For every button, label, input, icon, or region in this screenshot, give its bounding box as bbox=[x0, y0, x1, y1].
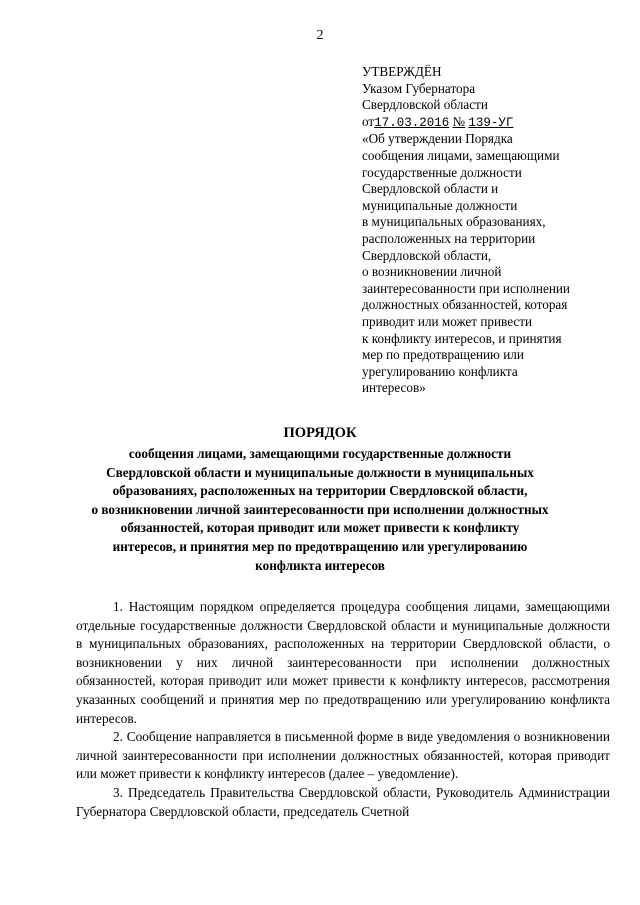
subtitle-line: обязанностей, которая приводит или может привести к конфликту bbox=[120, 520, 520, 536]
paragraph-1: 1. Настоящим порядком определяется процедура сообщения лицами, замещающими отдельные государственные должности Свердловской области и муниципальные должности в муниципальных образованиях, расположенных на территории Свердловской области, о возникновении у них личной заинтересованности при исполнении должностных обязанностей, которая приводит или может привести к конфликту интересов, рассмотрения указанных сообщений и принятия мер по предотвращению или урегулированию конфликта интересов. bbox=[76, 599, 610, 726]
subtitle-line: Свердловской области и муниципальные должности в муниципальных bbox=[106, 464, 534, 480]
decree-title-line: муниципальные должности bbox=[362, 197, 518, 213]
decree-date: 17.03.2016 bbox=[374, 115, 450, 130]
approval-date-line bbox=[362, 114, 622, 132]
approval-line-2: Свердловской области bbox=[362, 97, 488, 113]
decree-title-line: к конфликту интересов, и принятия bbox=[362, 330, 562, 346]
subtitle-line: конфликта интересов bbox=[255, 557, 385, 573]
document-body bbox=[76, 598, 610, 821]
decree-title-line: урегулированию конфликта bbox=[362, 363, 518, 379]
decree-title-line: государственные должности bbox=[362, 164, 522, 180]
subtitle-line: о возникновении личной заинтересованности при исполнении должностных bbox=[91, 501, 549, 517]
approval-line-1: Указом Губернатора bbox=[362, 80, 476, 96]
decree-title-line: интересов» bbox=[362, 380, 426, 396]
approval-heading: УТВЕРЖДЁН bbox=[362, 64, 442, 79]
decree-title-line: в муниципальных образованиях, bbox=[362, 214, 546, 230]
decree-title-line: о возникновении личной bbox=[362, 264, 502, 280]
number-prefix: № bbox=[452, 113, 466, 129]
document-title: ПОРЯДОК bbox=[283, 425, 357, 441]
decree-title-line: Свердловской области и bbox=[362, 181, 499, 197]
approval-block bbox=[362, 64, 622, 397]
decree-title-line: приводит или может привести bbox=[362, 313, 533, 329]
paragraph-3: 3. Председатель Правительства Свердловской области, Руководитель Администрации Губернатора Свердловской области, председатель Счетной bbox=[76, 784, 610, 819]
subtitle-line: сообщения лицами, замещающими государственные должности bbox=[128, 446, 512, 461]
decree-number: 139-УГ bbox=[468, 115, 514, 130]
decree-title-line: мер по предотвращению или bbox=[362, 347, 524, 363]
document-subtitle bbox=[60, 445, 580, 575]
decree-title-line: «Об утверждении Порядка bbox=[362, 131, 513, 147]
paragraph-2: 2. Сообщение направляется в письменной форме в виде уведомления о возникновении личной заинтересованности при исполнении должностных обязанностей, которая приводит или может привести к конфликту интересов (далее – уведомление). bbox=[76, 729, 610, 782]
date-prefix: от bbox=[362, 113, 375, 129]
decree-title-line: расположенных на территории bbox=[362, 230, 536, 246]
decree-title-line: должностных обязанностей, которая bbox=[362, 297, 568, 313]
page-number: 2 bbox=[316, 28, 324, 43]
decree-title-line: сообщения лицами, замещающими bbox=[362, 147, 560, 163]
subtitle-line: образованиях, расположенных на территории Свердловской области, bbox=[112, 483, 528, 499]
decree-title-line: заинтересованности при исполнении bbox=[362, 280, 570, 296]
decree-title-line: Свердловской области, bbox=[362, 247, 492, 263]
subtitle-line: интересов, и принятия мер по предотвращению или урегулированию bbox=[112, 538, 528, 554]
